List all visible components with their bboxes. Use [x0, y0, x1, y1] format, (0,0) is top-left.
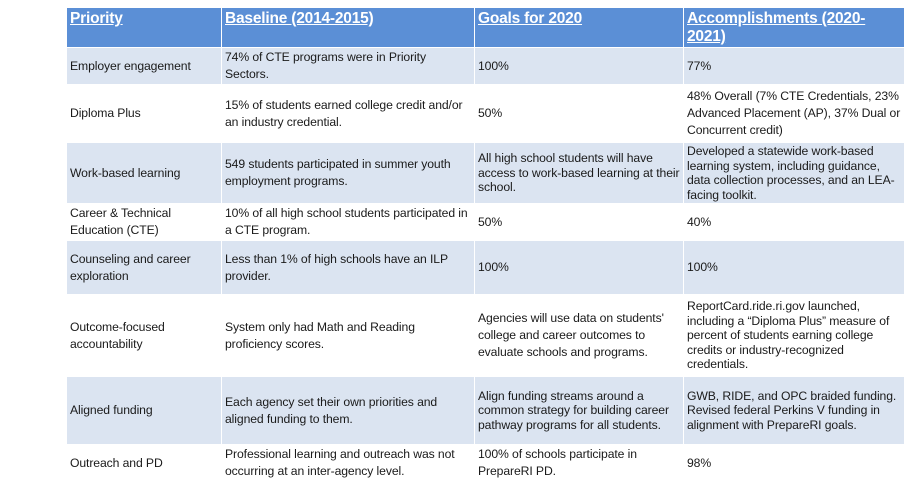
table-row [67, 241, 905, 295]
cell-goal: 100% of schools participate in PrepareRI PD. [475, 445, 684, 482]
cell-accomplishment: Developed a statewide work-based learning system, including guidance, data collection processes, and an LEA-facing toolkit. [684, 143, 905, 204]
cell-baseline: Less than 1% of high schools have an ILP provider. [222, 241, 475, 295]
table-row [67, 377, 905, 445]
table-row [67, 204, 905, 241]
cell-baseline: 549 students participated in summer youth employment programs. [222, 143, 475, 204]
cell-baseline: System only had Math and Reading proficiency scores. [222, 295, 475, 377]
cell-goal: 100% [475, 241, 684, 295]
cell-goal: 50% [475, 85, 684, 143]
cell-goal: 50% [475, 204, 684, 241]
cell-priority: Diploma Plus [67, 85, 222, 143]
table-header-row [67, 8, 905, 48]
cell-baseline: 10% of all high school students participated in a CTE program. [222, 204, 475, 241]
cell-priority: Outcome-focused accountability [67, 295, 222, 377]
cell-priority: Counseling and career exploration [67, 241, 222, 295]
cell-priority: Outreach and PD [67, 445, 222, 482]
cell-baseline: Each agency set their own priorities and aligned funding to them. [222, 377, 475, 445]
header-goals: Goals for 2020 [475, 8, 684, 48]
cell-baseline: Professional learning and outreach was not occurring at an inter-agency level. [222, 445, 475, 482]
cell-baseline: 74% of CTE programs were in Priority Sectors. [222, 48, 475, 85]
cell-priority: Employer engagement [67, 48, 222, 85]
cell-goal: 100% [475, 48, 684, 85]
table-row [67, 295, 905, 377]
cell-baseline: 15% of students earned college credit and/or an industry credential. [222, 85, 475, 143]
header-priority: Priority [67, 8, 222, 48]
cell-accomplishment: 48% Overall (7% CTE Credentials, 23% Advanced Placement (AP), 37% Dual or Concurrent credit) [684, 85, 905, 143]
cell-goal: All high school students will have access to work-based learning at their school. [475, 143, 684, 204]
cell-accomplishment: 77% [684, 48, 905, 85]
table-row [67, 143, 905, 204]
table-row [67, 445, 905, 482]
cell-priority: Aligned funding [67, 377, 222, 445]
cell-goal: Agencies will use data on students' college and career outcomes to evaluate schools and programs. [475, 295, 684, 377]
header-accomplishments: Accomplishments (2020-2021) [684, 8, 905, 48]
header-baseline: Baseline (2014-2015) [222, 8, 475, 48]
cell-priority: Career & Technical Education (CTE) [67, 204, 222, 241]
cell-accomplishment: 98% [684, 445, 905, 482]
cell-goal: Align funding streams around a common strategy for building career pathway programs for all students. [475, 377, 684, 445]
table-row [67, 48, 905, 85]
table-row [67, 85, 905, 143]
cell-accomplishment: ReportCard.ride.ri.gov launched, including a “Diploma Plus” measure of percent of students earning college credits or industry-recognized credentials. [684, 295, 905, 377]
cell-accomplishment: 40% [684, 204, 905, 241]
cell-priority: Work-based learning [67, 143, 222, 204]
cell-accomplishment: GWB, RIDE, and OPC braided funding. Revised federal Perkins V funding in alignment with PrepareRI goals. [684, 377, 905, 445]
cell-accomplishment: 100% [684, 241, 905, 295]
priorities-table [66, 7, 905, 482]
